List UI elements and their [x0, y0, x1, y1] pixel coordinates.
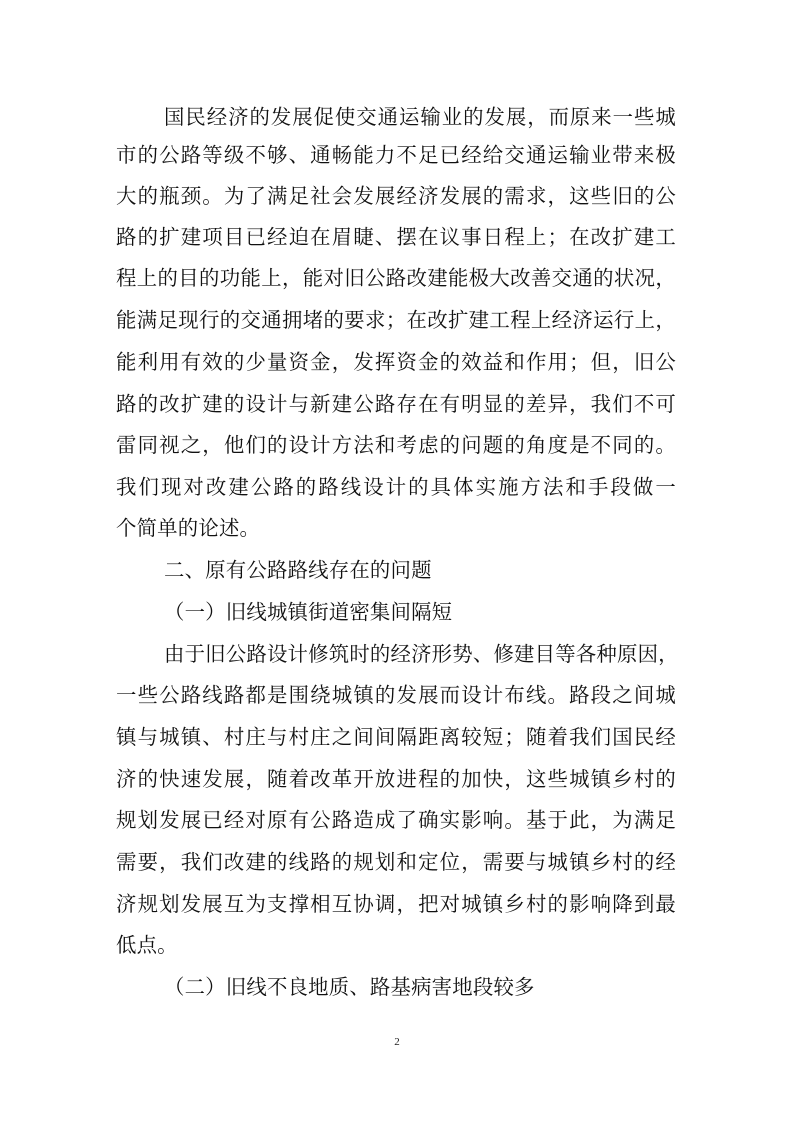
paragraph-line: 个简单的论述。 — [116, 516, 261, 540]
paragraph-line: 济的快速发展，随着改革开放进程的加快，这些城镇乡村的 — [116, 767, 676, 791]
paragraph-line: 济规划发展互为支撑相互协调，把对城镇乡村的影响降到最 — [116, 892, 676, 916]
paragraph-line: 我们现对改建公路的路线设计的具体实施方法和手段做一 — [116, 475, 676, 499]
paragraph-line: 大的瓶颈。为了满足社会发展经济发展的需求，这些旧的公 — [116, 184, 676, 208]
paragraph-line: 路的扩建项目已经迫在眉睫、摆在议事日程上；在改扩建工 — [116, 225, 676, 249]
paragraph-line: 能满足现行的交通拥堵的要求；在改扩建工程上经济运行上， — [116, 308, 676, 332]
paragraph-line: 一些公路线路都是围绕城镇的发展而设计布线。路段之间城 — [116, 683, 676, 707]
paragraph-line: 需要，我们改建的线路的规划和定位，需要与城镇乡村的经 — [116, 850, 676, 874]
paragraph-line: 国民经济的发展促使交通运输业的发展，而原来一些城 — [164, 105, 676, 129]
subsection-heading: （一）旧线城镇街道密集间隔短 — [164, 600, 453, 624]
section-heading: 二、原有公路路线存在的问题 — [164, 558, 432, 582]
subsection-heading: （二）旧线不良地质、路基病害地段较多 — [164, 975, 535, 999]
page-number: 2 — [394, 1036, 400, 1048]
paragraph-line: 市的公路等级不够、通畅能力不足已经给交通运输业带来极 — [116, 143, 676, 167]
paragraph-line: 镇与城镇、村庄与村庄之间间隔距离较短；随着我们国民经 — [116, 725, 676, 749]
paragraph-line: 雷同视之，他们的设计方法和考虑的问题的角度是不同的。 — [116, 433, 676, 457]
paragraph-line: 程上的目的功能上，能对旧公路改建能极大改善交通的状况， — [116, 266, 676, 290]
paragraph-line: 路的改扩建的设计与新建公路存在有明显的差异，我们不可 — [116, 392, 676, 416]
paragraph-line: 规划发展已经对原有公路造成了确实影响。基于此，为满足 — [116, 808, 676, 832]
paragraph-line: 能利用有效的少量资金，发挥资金的效益和作用；但，旧公 — [116, 350, 676, 374]
paragraph-line: 由于旧公路设计修筑时的经济形势、修建目等各种原因， — [164, 642, 679, 666]
paragraph-line: 低点。 — [116, 933, 178, 957]
